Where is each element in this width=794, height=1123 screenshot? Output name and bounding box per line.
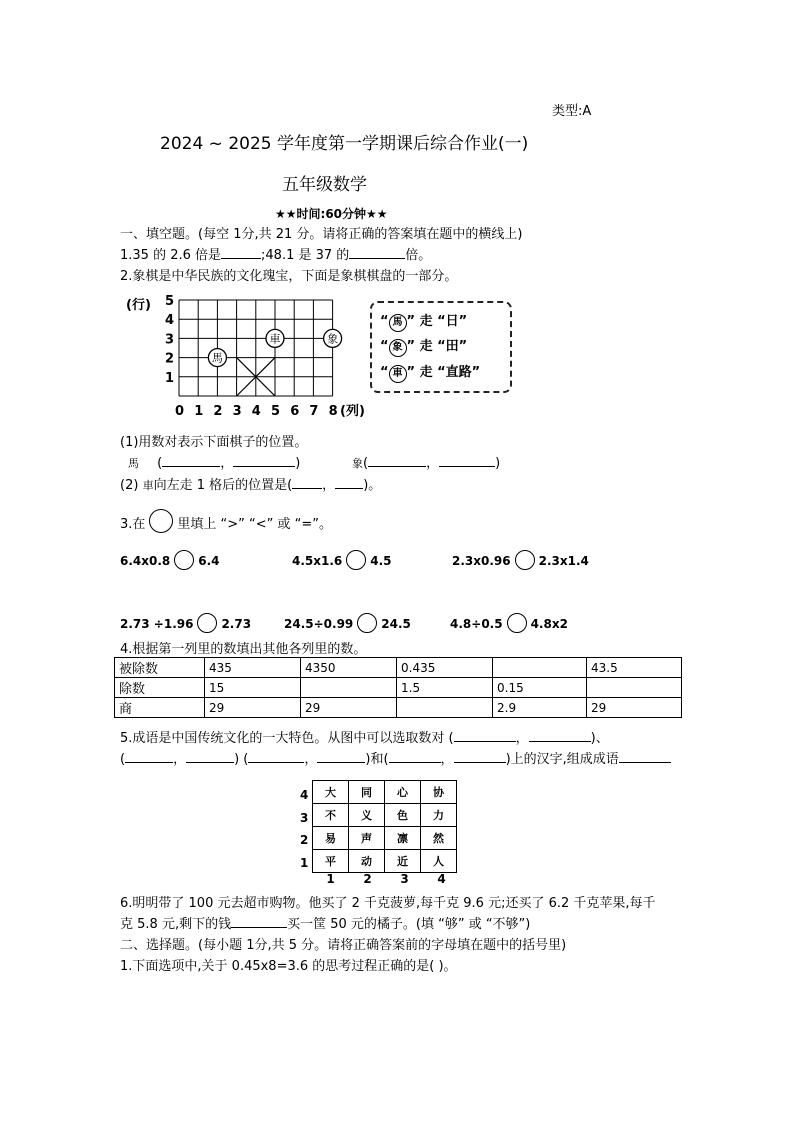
compare-answer-circle[interactable] bbox=[174, 550, 194, 570]
table-cell: 2.9 bbox=[493, 698, 587, 718]
table-cell: 0.15 bbox=[493, 678, 587, 698]
board-grid bbox=[179, 300, 333, 396]
page-title: 2024 ~ 2025 学年度第一学期课后综合作业(一) bbox=[160, 134, 529, 154]
chess-piece-label: 馬 bbox=[211, 351, 223, 365]
question-6-line1: 6.明明带了 100 元去超市购物。他买了 2 千克菠萝,每千克 9.6 元;还买了 6.2 千克苹果,每千 bbox=[120, 896, 656, 911]
grid-cell: 心 bbox=[385, 781, 421, 804]
compare-item: 6.4x0.8 6.4 bbox=[120, 550, 220, 570]
x-tick-label: 5 bbox=[271, 404, 281, 419]
section2-heading: 二、选择题。(每小题 1分,共 5 分。请将正确答案前的字母填在题中的括号里) bbox=[120, 938, 567, 953]
legend-chariot: “ 車 ” 走 “直路” bbox=[380, 361, 480, 383]
answer-blank[interactable] bbox=[317, 750, 365, 763]
answer-blank[interactable] bbox=[454, 750, 506, 763]
grid-cell: 凛 bbox=[385, 827, 421, 850]
q2-sub1: (1)用数对表示下面棋子的位置。 bbox=[120, 435, 308, 450]
q1-text-b: ;48.1 是 37 的 bbox=[261, 248, 350, 263]
compare-item: 24.5÷0.99 24.5 bbox=[284, 613, 411, 633]
table-cell: 被除数 bbox=[115, 658, 205, 678]
compare-item: 4.5x1.6 4.5 bbox=[292, 550, 392, 570]
grid-cell: 义 bbox=[349, 804, 385, 827]
horse-piece-icon: 馬 bbox=[389, 314, 407, 332]
grid-cell: 色 bbox=[385, 804, 421, 827]
legend-elephant: “ 象 ” 走 “田” bbox=[380, 335, 467, 357]
x-tick-label: 3 bbox=[232, 404, 242, 419]
compare-answer-circle[interactable] bbox=[357, 613, 377, 633]
compare-item: 2.73 ÷1.96 2.73 bbox=[120, 613, 251, 633]
grid-cell: 不 bbox=[313, 804, 349, 827]
question-5-line2: ( ， ) ( ， )和( ， )上的汉字,组成成语 bbox=[120, 748, 671, 767]
answer-blank[interactable] bbox=[233, 454, 295, 467]
table-cell: 29 bbox=[205, 698, 301, 718]
answer-blank[interactable] bbox=[186, 750, 234, 763]
table-row bbox=[313, 827, 457, 850]
horse-label: 馬 bbox=[128, 457, 139, 470]
table-cell[interactable] bbox=[587, 678, 682, 698]
circle-icon bbox=[149, 509, 173, 533]
y-tick-label: 4 bbox=[165, 313, 175, 329]
grid-cell: 近 bbox=[385, 850, 421, 873]
x-tick-label: 2 bbox=[213, 404, 223, 419]
compare-answer-circle[interactable] bbox=[507, 613, 527, 633]
row-axis-label: (行) bbox=[126, 298, 151, 313]
table-cell: 15 bbox=[205, 678, 301, 698]
answer-blank[interactable] bbox=[231, 915, 287, 928]
idiom-row-labels: 4 3 2 1 bbox=[300, 788, 309, 870]
chariot-label: 車 bbox=[142, 479, 154, 492]
y-tick-label: 2 bbox=[165, 351, 175, 367]
table-row bbox=[313, 804, 457, 827]
table-cell[interactable] bbox=[301, 678, 397, 698]
table-row bbox=[115, 658, 682, 678]
chess-piece-label: 象 bbox=[327, 332, 339, 346]
x-tick-label: 0 bbox=[175, 404, 185, 419]
y-tick-label: 1 bbox=[165, 370, 175, 386]
question-1 bbox=[120, 244, 431, 263]
answer-blank[interactable] bbox=[335, 476, 363, 489]
type-label: 类型:A bbox=[552, 104, 592, 119]
answer-blank[interactable] bbox=[529, 729, 591, 742]
q1-text-a: 1.35 的 2.6 倍是 bbox=[120, 248, 222, 263]
compare-item: 4.8÷0.5 4.8x2 bbox=[450, 613, 568, 633]
answer-blank[interactable] bbox=[439, 454, 495, 467]
compare-answer-circle[interactable] bbox=[515, 550, 535, 570]
compare-answer-circle[interactable] bbox=[197, 613, 217, 633]
answer-blank[interactable] bbox=[454, 729, 516, 742]
col-axis-label: (列) bbox=[340, 404, 365, 419]
grid-cell: 协 bbox=[421, 781, 457, 804]
table-cell: 1.5 bbox=[397, 678, 493, 698]
table-cell: 43.5 bbox=[587, 658, 682, 678]
table-row bbox=[313, 850, 457, 873]
table-row bbox=[115, 698, 682, 718]
compare-item: 2.3x0.96 2.3x1.4 bbox=[452, 550, 589, 570]
compare-answer-circle[interactable] bbox=[346, 550, 366, 570]
y-tick-label: 5 bbox=[165, 294, 175, 309]
table-cell: 除数 bbox=[115, 678, 205, 698]
answer-blank[interactable] bbox=[389, 750, 441, 763]
x-tick-label: 6 bbox=[290, 404, 300, 419]
idiom-grid bbox=[312, 780, 457, 873]
page-subtitle: 五年级数学 bbox=[282, 175, 367, 195]
board-ticks bbox=[165, 294, 338, 419]
answer-blank[interactable] bbox=[221, 246, 261, 259]
elephant-label: 象 bbox=[352, 457, 363, 470]
section2-question-1: 1.下面选项中,关于 0.45x8=3.6 的思考过程正确的是( )。 bbox=[120, 959, 457, 974]
q1-text-c: 倍。 bbox=[405, 248, 432, 263]
answer-blank[interactable] bbox=[125, 750, 173, 763]
chess-piece bbox=[266, 329, 284, 347]
y-tick-label: 3 bbox=[165, 332, 175, 348]
grid-cell: 力 bbox=[421, 804, 457, 827]
table-cell: 4350 bbox=[301, 658, 397, 678]
q2-sub1-horse-row: 馬 ( ， ) bbox=[128, 456, 301, 471]
table-row bbox=[313, 781, 457, 804]
q2-sub2: (2) 車向左走 1 格后的位置是( ， )。 bbox=[120, 478, 382, 493]
grid-cell: 易 bbox=[313, 827, 349, 850]
answer-blank[interactable] bbox=[292, 476, 322, 489]
grid-cell: 然 bbox=[421, 827, 457, 850]
question-2: 2.象棋是中华民族的文化瑰宝，下面是象棋棋盘的一部分。 bbox=[120, 269, 458, 284]
answer-blank[interactable] bbox=[162, 454, 220, 467]
table-cell: 29 bbox=[587, 698, 682, 718]
question-5-line1: 5.成语是中国传统文化的一大特色。从图中可以选取数对 ( ， )、 bbox=[120, 731, 609, 746]
grid-cell: 同 bbox=[349, 781, 385, 804]
table-cell: 435 bbox=[205, 658, 301, 678]
answer-blank[interactable] bbox=[368, 454, 426, 467]
table-row bbox=[115, 678, 682, 698]
table-cell: 商 bbox=[115, 698, 205, 718]
table-cell: 29 bbox=[301, 698, 397, 718]
x-tick-label: 7 bbox=[309, 404, 319, 419]
answer-blank[interactable] bbox=[619, 750, 671, 763]
section1-heading: 一、填空题。(每空 1分,共 21 分。请将正确的答案填在题中的横线上) bbox=[120, 227, 523, 242]
question-4: 4.根据第一列里的数填出其他各列里的数。 bbox=[120, 642, 367, 657]
idiom-col-labels: 1 2 3 4 bbox=[326, 872, 446, 886]
grid-cell: 声 bbox=[349, 827, 385, 850]
table-cell: 0.435 bbox=[397, 658, 493, 678]
answer-blank[interactable] bbox=[248, 750, 304, 763]
time-limit: ★★时间:60分钟★★ bbox=[275, 207, 388, 221]
chariot-piece-icon: 車 bbox=[389, 365, 407, 383]
chess-piece bbox=[324, 329, 342, 347]
x-tick-label: 8 bbox=[328, 404, 338, 419]
question-6-line2: 克 5.8 元,剩下的钱 买一筐 50 元的橘子。(填 “够” 或 “不够”) bbox=[120, 917, 531, 932]
elephant-piece-icon: 象 bbox=[389, 339, 407, 357]
grid-cell: 动 bbox=[349, 850, 385, 873]
chess-piece bbox=[208, 349, 226, 367]
x-tick-label: 1 bbox=[194, 404, 204, 419]
division-table bbox=[114, 657, 682, 718]
grid-cell: 大 bbox=[313, 781, 349, 804]
question-3: 3.在 里填上 “>” “<” 或 “=”。 bbox=[120, 509, 332, 533]
x-tick-label: 4 bbox=[251, 404, 261, 419]
chess-piece-label: 車 bbox=[269, 332, 281, 346]
table-cell[interactable] bbox=[397, 698, 493, 718]
answer-blank[interactable] bbox=[349, 246, 405, 259]
table-cell[interactable] bbox=[493, 658, 587, 678]
chess-board bbox=[120, 292, 370, 422]
grid-cell: 人 bbox=[421, 850, 457, 873]
q2-sub1-elephant-row: 象( ， ) bbox=[352, 456, 501, 471]
legend-horse: “ 馬 ” 走 “日” bbox=[380, 310, 467, 332]
grid-cell: 平 bbox=[313, 850, 349, 873]
